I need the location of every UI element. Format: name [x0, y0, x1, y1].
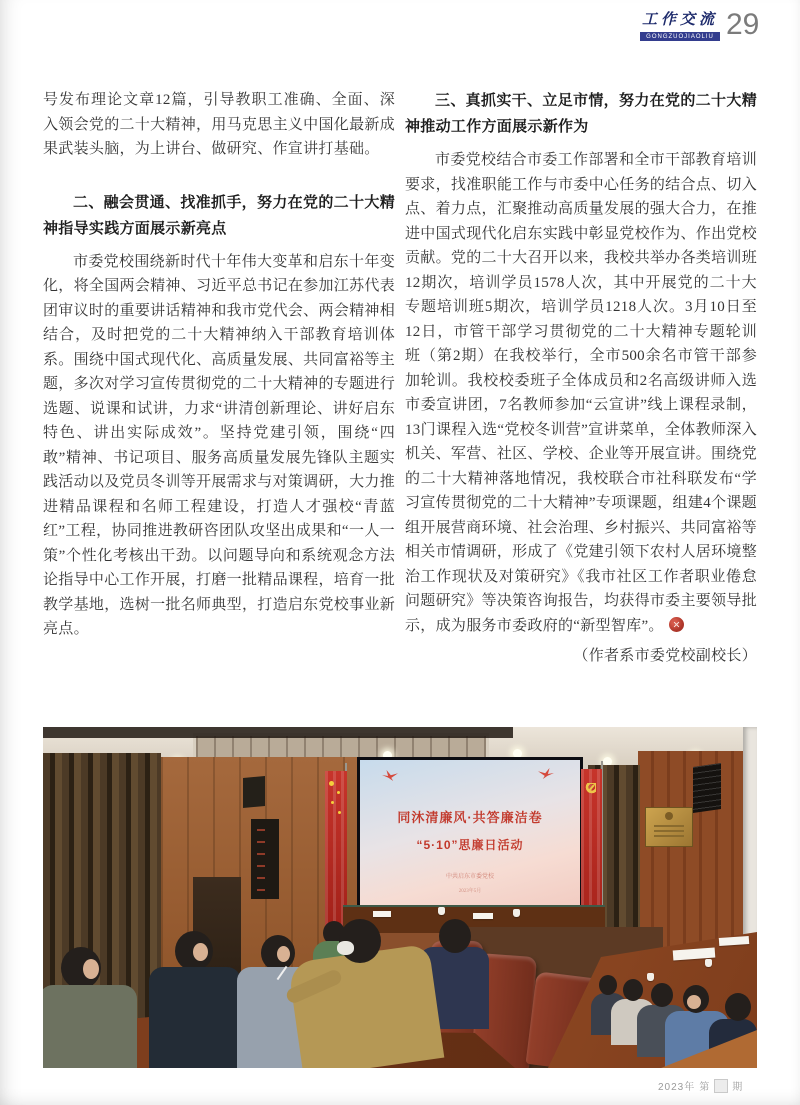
- attendee-face: [687, 995, 701, 1009]
- right-speaker-icon: [693, 763, 721, 813]
- attendee-navy: [149, 967, 241, 1068]
- teacup: [513, 909, 520, 917]
- teacup: [647, 973, 654, 981]
- slide-caption-date: 2023年5月: [458, 889, 482, 895]
- equipment-rack: [251, 819, 279, 899]
- attendee-head: [599, 975, 617, 995]
- column-title-pinyin: GONGZUOJIAOLIU: [640, 32, 720, 41]
- footer-year: 2023年: [658, 1082, 696, 1093]
- dove-icon: [382, 770, 398, 781]
- footer-issue-prefix: 第: [699, 1082, 711, 1093]
- right-column: [405, 88, 757, 684]
- page-number: 29: [726, 8, 760, 41]
- issue-number-box: [714, 1079, 728, 1093]
- teacup: [438, 907, 445, 915]
- section3-heading: 三、真抓实干、立足市情，努力在党的二十大精神推动工作方面展示新作为: [405, 92, 757, 135]
- slide-subtitle: “5·10”思廉日活动: [416, 837, 524, 852]
- attendee-face: [193, 943, 208, 961]
- attendee-face: [277, 946, 290, 962]
- teacup: [705, 959, 712, 967]
- footer-issue-suffix: 期: [732, 1082, 744, 1093]
- attendee-head: [623, 979, 643, 1001]
- attendee-head: [439, 919, 471, 953]
- meeting-photo: [43, 727, 757, 1068]
- page-footer: [658, 1078, 743, 1093]
- led-screen: [357, 757, 583, 909]
- dove-icon: [538, 768, 554, 779]
- attendee-olive: [43, 985, 137, 1068]
- author-line: （作者系市委党校副校长）: [573, 648, 757, 664]
- left-curtain: [43, 753, 161, 1021]
- hammer-sickle-icon: [585, 783, 596, 794]
- slide-caption-org: 中共启东市委党校: [445, 873, 494, 880]
- ceiling-dark-band: [43, 727, 513, 738]
- attendee-khaki-writer: [288, 944, 445, 1068]
- section3-body-text: 市委党校结合市委工作部署和全市干部教育培训要求，找准职能工作与市委中心任务的结合点、切入点、着力点，汇聚推动高质量发展的强大合力，在推进中国式现代化启东实践中彰显党校作为、作出党校贡献。党的二十大召开以来，我校共举办各类培训班12期次，培训学员1578人次，其中开展党的二十大专题培训班5期次，培训学员1218人次。3月10日至12日，市管干部学习贯彻党的二十大精神专题轮训班（第2期）在我校举行，全市500余名市管干部参加轮训。我校校委班子全体成员和2名高级讲师入选市委宣讲团，7名教师参加“云宣讲”线上课程录制，13门课程入选“党校冬训营”宣讲菜单，全体教师深入机关、军营、社区、学校、企业等开展宣讲。围绕党的二十大精神落地情况，我校联合市社科联发布“学习宣传贯彻党的二十大精神”专项课题，组建4个课题组开展营商环境、社会治理、乡村振兴、共同富裕等相关市情调研，形成了《党建引领下农村人居环境整治工作现状及对策研究》《我市社区工作者职业倦怠问题研究》等决策咨询报告，均获得市委主要领导批示，成为服务市委政府的“新型智库”。: [405, 152, 757, 634]
- wall-plaque: [645, 807, 693, 847]
- section2-heading: 二、融会贯通、找准抓手，努力在党的二十大精神指导实践方面展示新亮点: [43, 193, 395, 237]
- slide-title: 同沐清廉风·共答廉洁卷: [397, 809, 543, 825]
- attendee-head: [651, 983, 673, 1007]
- article-end-seal-icon: [669, 617, 684, 632]
- left-column: [43, 88, 395, 642]
- attendee-head: [725, 993, 751, 1021]
- section3-body: [405, 148, 757, 638]
- section2-body: 市委党校围绕新时代十年伟大变革和启东十年变化，将全国两会精神、习近平总书记在参加江苏代表团审议时的重要讲话精神和我市党代会、两会精神相结合，及时把党的二十大精神纳入干部教育培训体系。围绕中国式现代化、高质量发展、共同富裕等主题，多次对学习宣传贯彻党的二十大精神的专题进行选题、说课和试讲，力求“讲清创新理论、讲好启东特色、讲出实际成效”。坚持党建引领，围绕“四敢”精神、书记项目、服务高质量发展先锋队主题实践活动以及党员冬训等开展需求与对策调研，大力推进精品课程和名师工程建设，打造人才强校“青蓝红”工程，协同推进教研咨团队攻坚出成果和“一人一策”个性化考核出干劲。以问题导向和系统观念方法论指导中心工作开展，打磨一批精品课程，培育一批教学基地，选树一批名师典型，打造启东党校事业新亮点。: [43, 253, 395, 637]
- paragraph-continued: 号发布理论文章12篇，引导教职工准确、全面、深入领会党的二十大精神，用马克思主义中国化最新成果武装头脑，为上讲台、做研究、作宣讲打基础。: [43, 92, 395, 157]
- paper: [473, 913, 493, 919]
- column-title: 工作交流: [641, 12, 718, 28]
- slide: [360, 760, 580, 906]
- left-speaker-icon: [243, 776, 265, 808]
- face-mask: [337, 941, 354, 955]
- paper: [373, 911, 391, 917]
- attendee-face: [83, 959, 99, 979]
- page-header: [640, 8, 770, 41]
